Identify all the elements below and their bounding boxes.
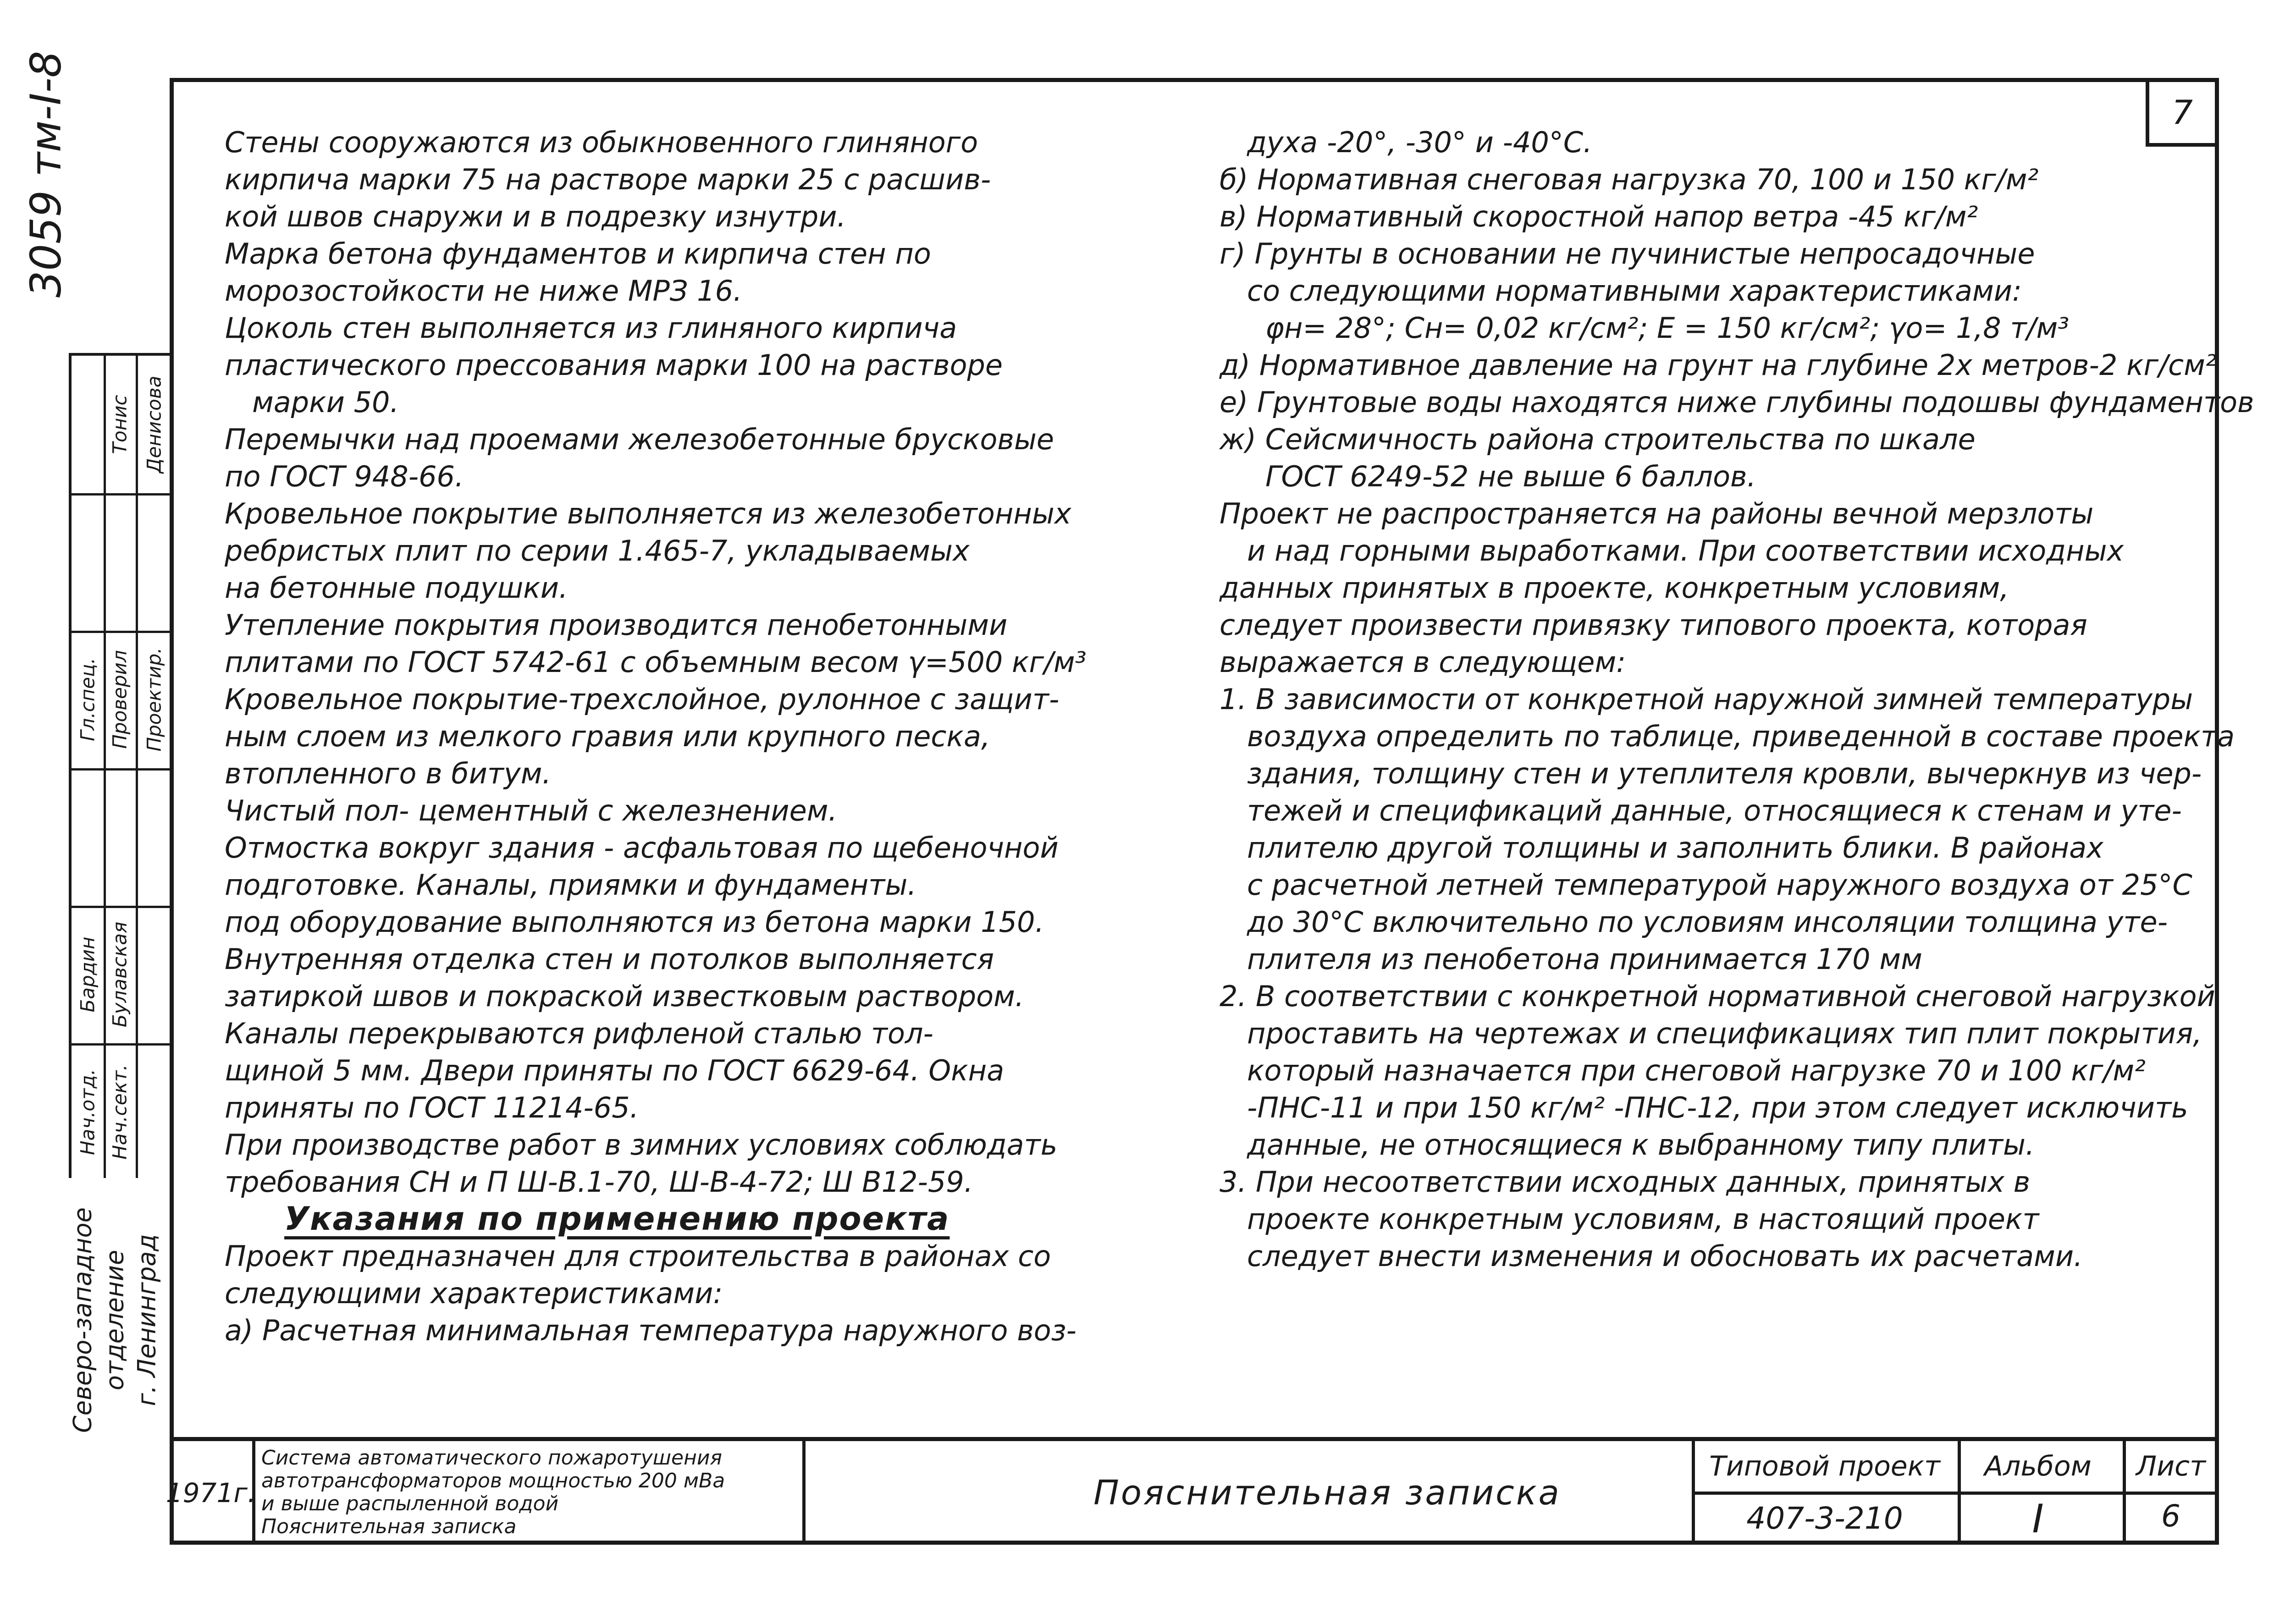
sheet-value: 6 — [2161, 1498, 2180, 1534]
text-line: морозостойкости не ниже МРЗ 16. — [225, 274, 742, 308]
page-number: 7 — [2172, 93, 2193, 132]
text-line: Цоколь стен выполняется из глиняного кирпича — [225, 311, 957, 345]
title-block-divider — [802, 1441, 806, 1545]
text-line: на бетонные подушки. — [225, 571, 568, 605]
text-line: е) Грунтовые воды находятся ниже глубины подошвы фундаментов — [1220, 385, 2254, 419]
text-line: плитами по ГОСТ 5742-61 с объемным весом γ=500 кг/м³ — [225, 645, 1087, 679]
text-line: плителю другой толщины и заполнить блики. В районах — [1247, 831, 2103, 864]
signature-name: Денисова — [143, 375, 166, 473]
text-line: Чистый пол- цементный с железнением. — [225, 794, 838, 827]
text-line: Кровельное покрытие выполняется из железобетонных — [225, 497, 1071, 530]
signature-row-divider — [72, 906, 170, 908]
text-column-right — [1220, 124, 2254, 1275]
text-column-left — [225, 124, 1087, 1349]
organization-line3: г. Ленинград — [132, 1234, 161, 1406]
text-line: ж) Сейсмичность района строительства по шкале — [1220, 423, 1976, 456]
system-description — [261, 1447, 725, 1538]
text-line: следует произвести привязку типового проекта, которая — [1220, 608, 2087, 642]
system-description-line: Пояснительная записка — [261, 1515, 517, 1538]
signature-row-divider — [72, 768, 170, 771]
text-line: кирпича марки 75 на растворе марки 25 с расшив- — [225, 163, 991, 196]
year: 1971г. — [166, 1477, 256, 1508]
text-line: втопленного в битум. — [225, 757, 552, 790]
section-heading: Указания по применению проекта — [284, 1200, 950, 1238]
signature-row-divider — [72, 493, 170, 495]
text-line: здания, толщину стен и утеплителя кровли, вычеркнув из чер- — [1247, 757, 2202, 790]
text-line: приняты по ГОСТ 11214-65. — [225, 1091, 639, 1124]
signature-name: Бардин — [76, 936, 99, 1013]
text-line: д) Нормативное давление на грунт на глубине 2х метров-2 кг/см² — [1220, 348, 2217, 382]
system-description-line: автотрансформаторов мощностью 200 мВа — [261, 1469, 725, 1492]
text-line: духа -20°, -30° и -40°С. — [1247, 126, 1592, 159]
signature-role: Проверил — [108, 650, 131, 749]
text-line: -ПНС-11 и при 150 кг/м² -ПНС-12, при этом следует исключить — [1247, 1091, 2188, 1124]
text-line: щиной 5 мм. Двери приняты по ГОСТ 6629-64. Окна — [225, 1054, 1005, 1087]
text-line: Внутренняя отделка стен и потолков выполняется — [225, 942, 994, 976]
title-block-divider — [252, 1441, 255, 1545]
signature-role: Нач.сект. — [108, 1064, 131, 1160]
text-line: Проект предназначен для строительства в районах со — [225, 1239, 1051, 1273]
text-line: данных принятых в проекте, конкретным условиям, — [1220, 571, 2009, 605]
text-line: выражается в следующем: — [1220, 645, 1626, 679]
sheet-label: Лист — [2136, 1450, 2206, 1482]
organization-line2: отделение — [100, 1250, 129, 1391]
album-label: Альбом — [1984, 1450, 2092, 1482]
signature-role: Проектир. — [143, 647, 166, 752]
text-line: ГОСТ 6249-52 не выше 6 баллов. — [1265, 460, 1756, 493]
signature-divider — [104, 356, 106, 1178]
album-value: I — [2032, 1496, 2044, 1542]
text-line: 2. В соответствии с конкретной нормативной снеговой нагрузкой — [1220, 980, 2215, 1013]
text-line: 3. При несоответствии исходных данных, принятых в — [1220, 1165, 2031, 1199]
text-line: который назначается при снеговой нагрузке 70 и 100 кг/м² — [1247, 1054, 2146, 1087]
title-block-row-divider — [1692, 1492, 2219, 1495]
signature-row-divider — [72, 631, 170, 633]
text-line: φн= 28°; Сн= 0,02 кг/см²; Е = 150 кг/см²; γо= 1,8 т/м³ — [1265, 311, 2070, 345]
text-line: 1. В зависимости от конкретной наружной зимней температуры — [1220, 683, 2193, 716]
sheet-title: Пояснительная записка — [1093, 1473, 1561, 1513]
title-block — [166, 1437, 2219, 1545]
text-line: б) Нормативная снеговая нагрузка 70, 100 и 150 кг/м² — [1220, 163, 2039, 196]
text-line: под оборудование выполняются из бетона марки 150. — [225, 905, 1044, 939]
system-description-line: и выше распыленной водой — [261, 1492, 559, 1515]
project-number: 407-3-210 — [1746, 1501, 1903, 1536]
text-line: тежей и спецификаций данные, относящиеся к стенам и уте- — [1247, 794, 2182, 827]
text-line: Проект не распространяется на районы вечной мерзлоты — [1220, 497, 2094, 530]
signature-divider — [136, 356, 138, 1178]
text-line: следует внести изменения и обосновать их расчетами. — [1247, 1239, 2083, 1273]
text-line: марки 50. — [252, 385, 399, 419]
text-line: данные, не относящиеся к выбранному типу плиты. — [1247, 1128, 2035, 1162]
signature-role: Нач.отд. — [76, 1068, 99, 1156]
signature-name: Тонис — [108, 395, 131, 454]
text-line: с расчетной летней температурой наружного воздуха от 25°С — [1247, 868, 2192, 902]
text-line: затиркой швов и покраской известковым раствором. — [225, 980, 1024, 1013]
text-line: Марка бетона фундаментов и кирпича стен по — [225, 237, 931, 270]
text-line: Отмостка вокруг здания - асфальтовая по щебеночной — [225, 831, 1059, 864]
document-code: 3059 тм-I-8 — [21, 50, 71, 298]
system-description-line: Система автоматического пожаротушения — [261, 1446, 722, 1470]
text-line: г) Грунты в основании не пучинистые непросадочные — [1220, 237, 2035, 270]
text-line: воздуха определить по таблице, приведенной в составе проекта — [1247, 720, 2235, 753]
text-line: Стены сооружаются из обыкновенного глиняного — [225, 126, 978, 159]
signature-role: Гл.спец. — [76, 658, 99, 741]
text-line: до 30°С включительно по условиям инсоляции толщина уте- — [1247, 905, 2168, 939]
text-line: кой швов снаружи и в подрезку изнутри. — [225, 200, 846, 233]
text-line: подготовке. Каналы, приямки и фундаменты. — [225, 868, 917, 902]
project-label: Типовой проект — [1709, 1450, 1940, 1482]
text-line: следующими характеристиками: — [225, 1277, 723, 1310]
signature-table — [69, 353, 170, 1178]
text-line: пластического прессования марки 100 на растворе — [225, 348, 1003, 382]
signature-name: Булавская — [108, 921, 131, 1028]
text-line: проставить на чертежах и спецификациях тип плит покрытия, — [1247, 1017, 2202, 1050]
text-line: и над горными выработками. При соответствии исходных — [1247, 534, 2124, 567]
text-line: Каналы перекрываются рифленой сталью тол- — [225, 1017, 933, 1050]
text-line: проекте конкретным условиям, в настоящий проект — [1247, 1202, 2039, 1236]
text-line: Утепление покрытия производится пенобетонными — [225, 608, 1008, 642]
text-line: Перемычки над проемами железобетонные брусковые — [225, 423, 1054, 456]
text-line: При производстве работ в зимних условиях соблюдать — [225, 1128, 1058, 1162]
text-line: в) Нормативный скоростной напор ветра -45 кг/м² — [1220, 200, 1978, 233]
text-line: Кровельное покрытие-трехслойное, рулонное с защит- — [225, 683, 1060, 716]
text-line: а) Расчетная минимальная температура наружного воз- — [225, 1314, 1077, 1347]
text-line: ным слоем из мелкого гравия или крупного песка, — [225, 720, 990, 753]
text-line: требования СН и П Ш-В.1-70, Ш-В-4-72; Ш В12-59. — [225, 1165, 973, 1199]
signature-row-divider — [72, 1043, 170, 1046]
text-line: ребристых плит по серии 1.465-7, укладываемых — [225, 534, 970, 567]
text-line: со следующими нормативными характеристиками: — [1247, 274, 2022, 308]
text-line: по ГОСТ 948-66. — [225, 460, 464, 493]
organization-line1: Северо-западное — [68, 1207, 97, 1433]
text-line: плителя из пенобетона принимается 170 мм — [1247, 942, 1922, 976]
